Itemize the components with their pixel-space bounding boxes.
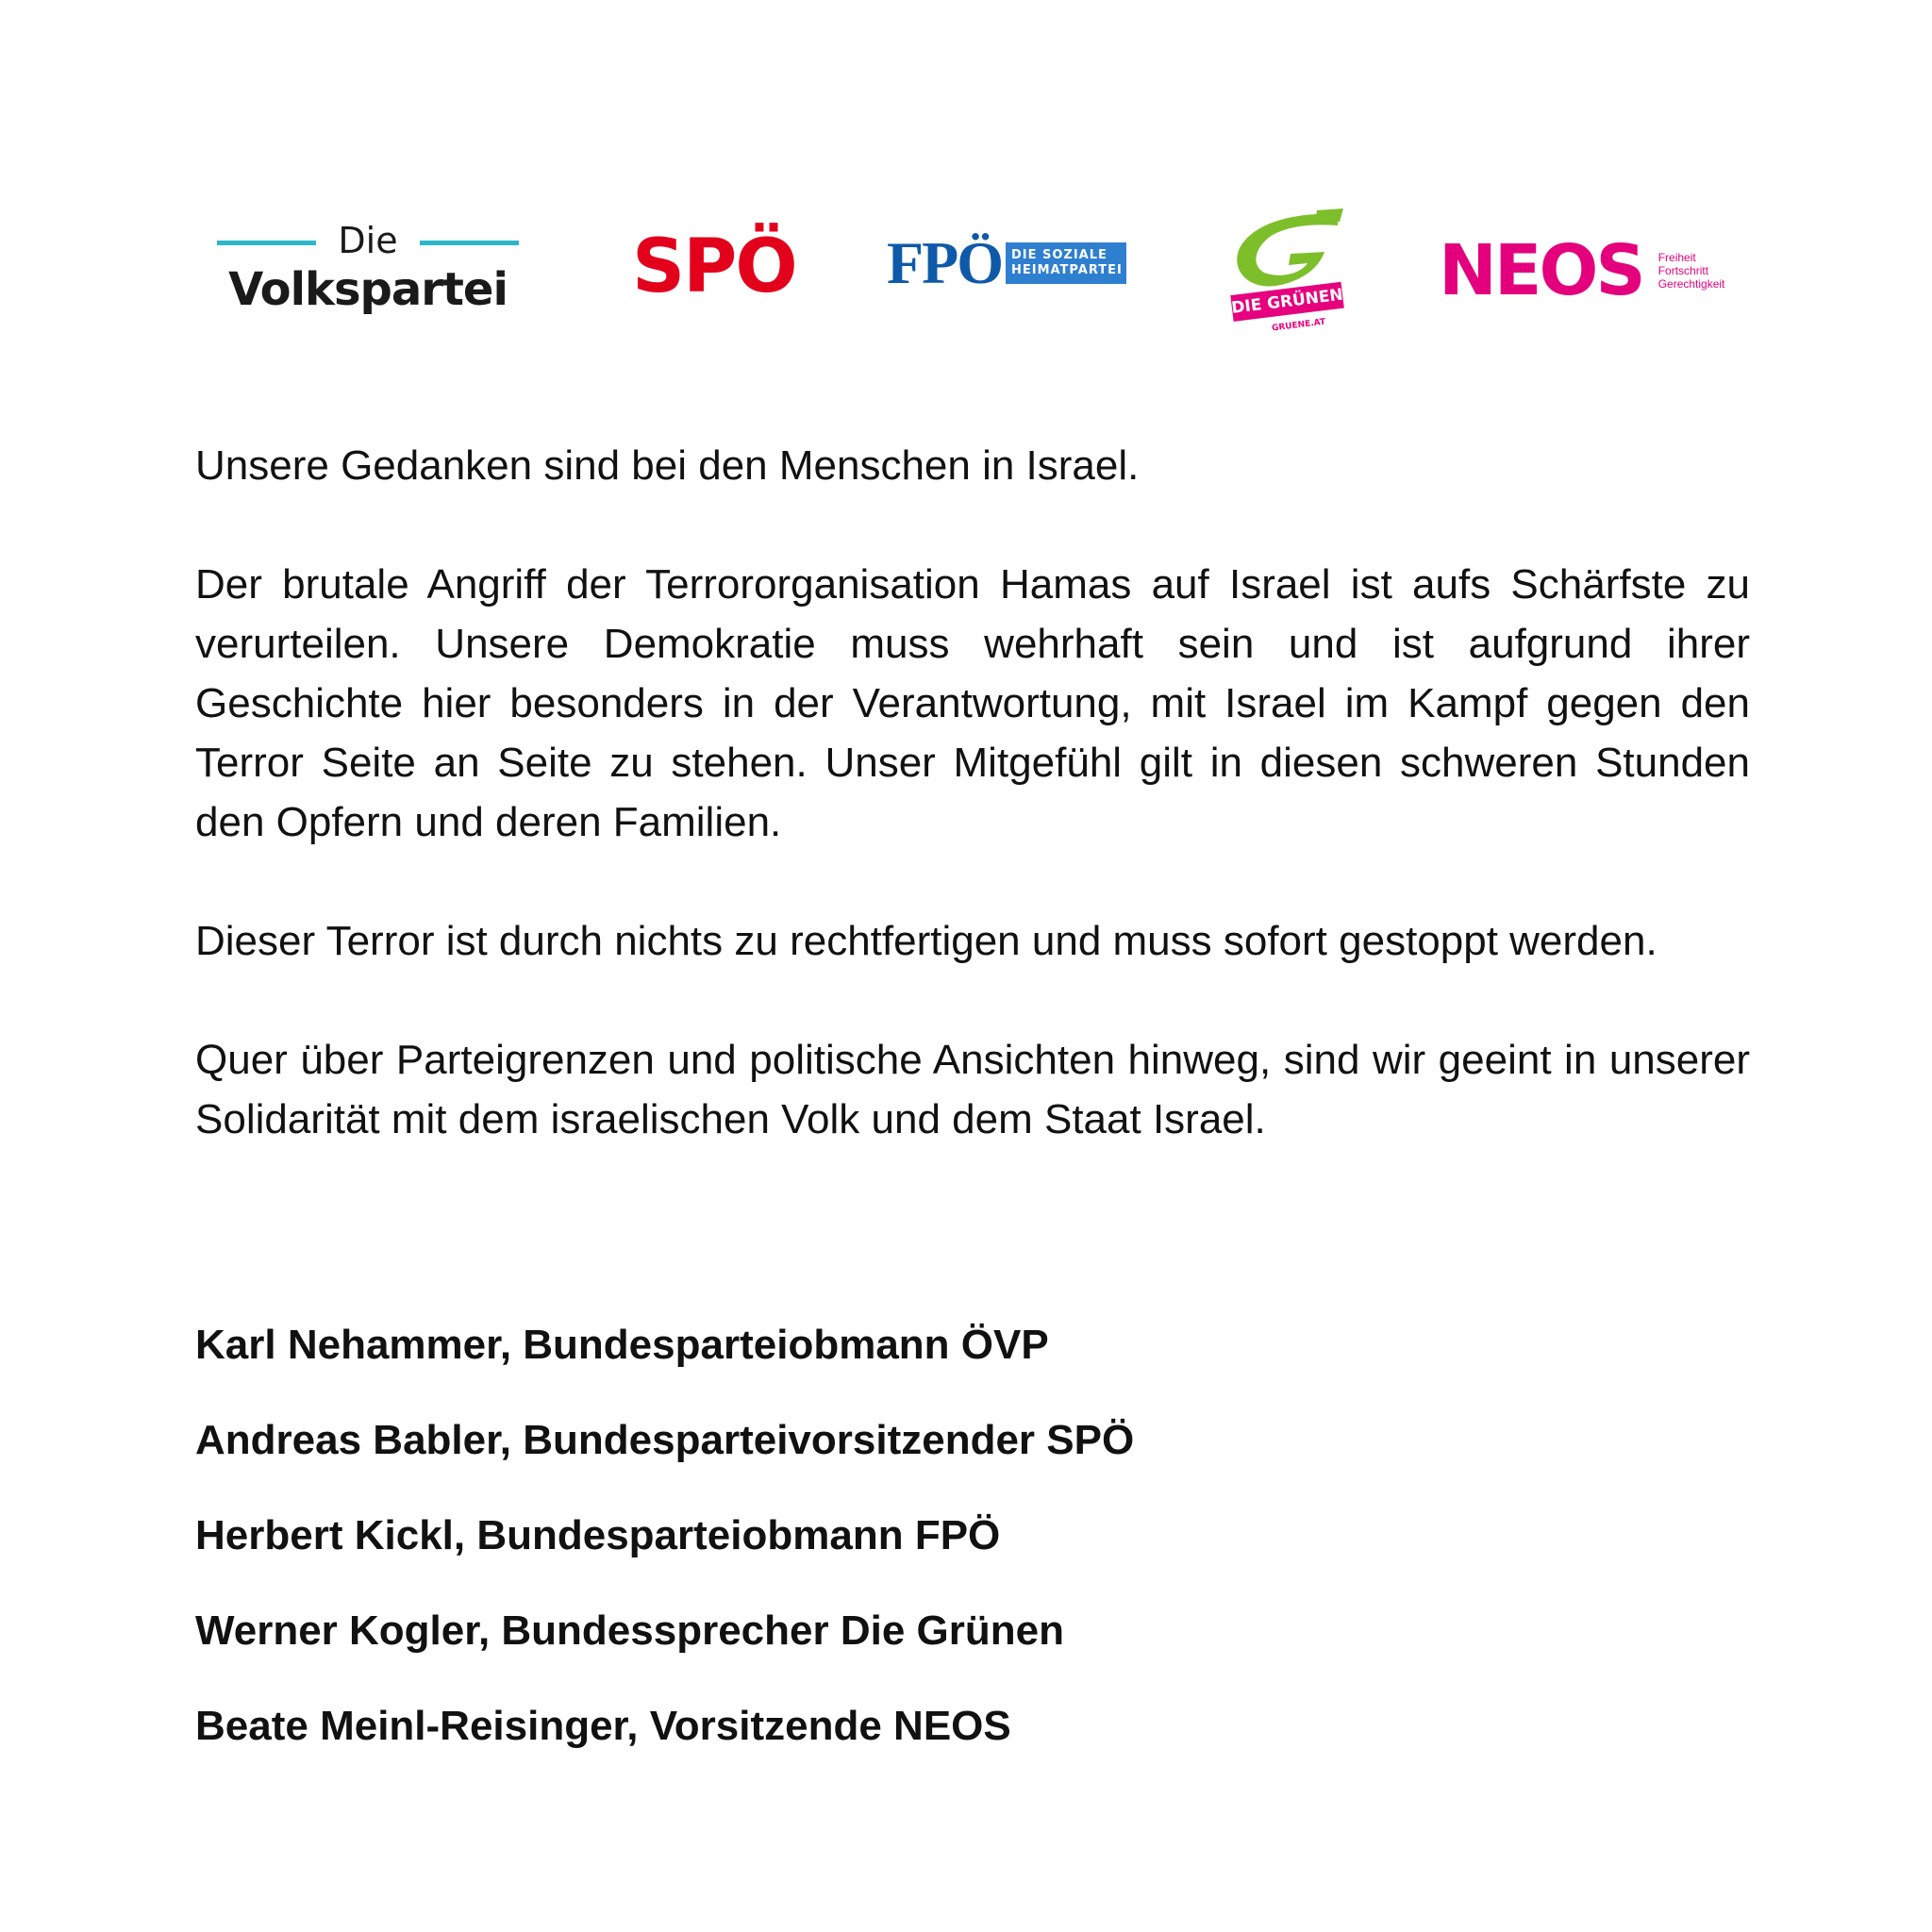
gruene-logo-name: DIE GRÜNEN <box>1230 285 1344 318</box>
signature-oevp: Karl Nehammer, Bundesparteiobmann ÖVP <box>195 1322 1049 1368</box>
neos-logo <box>1439 231 1724 310</box>
fpoe-logo <box>887 229 1126 296</box>
oevp-logo <box>217 220 519 324</box>
signature-spoe: Andreas Babler, Bundesparteivorsitzender SPÖ <box>195 1417 1135 1463</box>
statement-paragraph: Quer über Parteigrenzen und politische Ansichten hinweg, sind wir geeint in unserer Solidarität mit dem israelischen Volk und dem Staat Israel. <box>195 1037 1750 1142</box>
fpoe-logo-name: FPÖ <box>887 229 1002 296</box>
neos-claim-2: Fortschritt <box>1657 264 1709 277</box>
gruene-logo <box>1226 203 1354 354</box>
spoe-logo: SPÖ <box>632 225 796 309</box>
statement-paragraph: Dieser Terror ist durch nichts zu rechtfertigen und muss sofort gestoppt werden. <box>195 918 1657 964</box>
signature-list <box>195 1297 1750 1774</box>
signature-gruene: Werner Kogler, Bundessprecher Die Grünen <box>195 1607 1064 1654</box>
fpoe-tagline-2: HEIMATPARTEI <box>1010 263 1123 277</box>
gruene-logo-url: GRUENE.AT <box>1271 317 1326 334</box>
oevp-line-right <box>420 241 519 245</box>
neos-claim-1: Freiheit <box>1657 251 1696 264</box>
signature-neos: Beate Meinl-Reisinger, Vorsitzende NEOS <box>195 1703 1011 1749</box>
fpoe-tagline-1: DIE SOZIALE <box>1010 248 1108 262</box>
oevp-logo-die: Die <box>338 220 398 261</box>
oevp-logo-name: Volkspartei <box>228 263 508 316</box>
statement-paragraph: Unsere Gedanken sind bei den Menschen in Israel. <box>195 442 1140 489</box>
party-logos <box>203 203 1759 358</box>
signature-fpoe: Herbert Kickl, Bundesparteiobmann FPÖ <box>195 1512 1001 1558</box>
statement-paragraph: Der brutale Angriff der Terrororganisation Hamas auf Israel ist aufs Schärfste zu verurteilen. Unsere Demokratie muss wehrhaft sein und ist aufgrund ihrer Geschichte hier besonders in der Verantwortung, mit Israel im Kampf gegen den Terror Seite an Seite zu stehen. Unser Mitgefühl gilt in diesen schweren Stunden den Opfern und deren Familien. <box>195 561 1750 845</box>
statement-body <box>195 436 1750 1208</box>
neos-claim <box>1658 251 1725 291</box>
neos-logo-name: NEOS <box>1439 230 1643 311</box>
neos-claim-3: Gerechtigkeit <box>1657 277 1725 291</box>
fpoe-tagline-box <box>1006 242 1126 284</box>
